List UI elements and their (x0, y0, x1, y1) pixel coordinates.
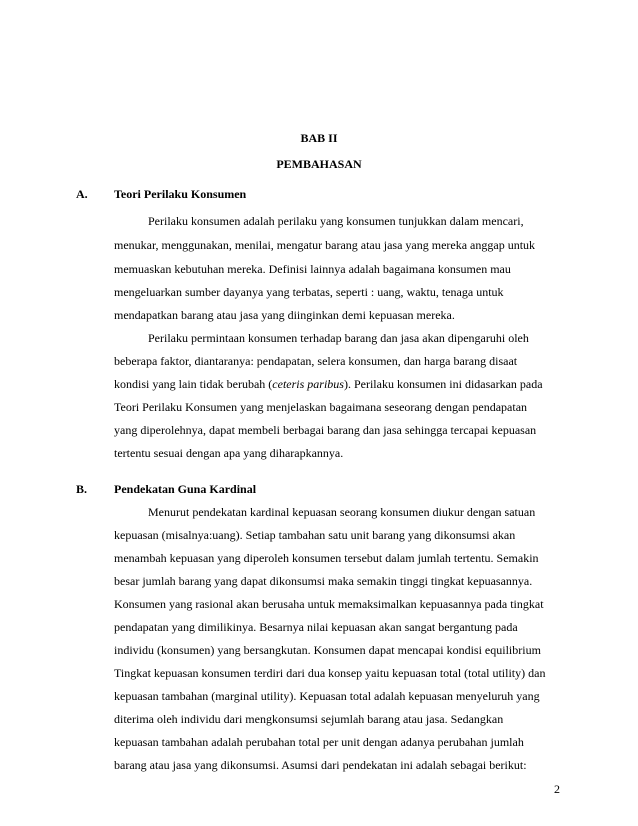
paragraph-line: kondisi yang lain tidak berubah (ceteris paribus). Perilaku konsumen ini didasarkan pada (114, 377, 543, 391)
chapter-label: BAB II (300, 131, 338, 145)
paragraph-line: beberapa faktor, diantaranya: pendapatan, selera konsumen, dan harga barang disaat (114, 354, 518, 368)
paragraph-line: diterima oleh individu dari mengkonsumsi sejumlah barang atau jasa. Sedangkan (114, 712, 504, 726)
paragraph-line: Teori Perilaku Konsumen yang menjelaskan bagaimana seseorang dengan pendapatan (114, 400, 528, 414)
paragraph-line: Menurut pendekatan kardinal kepuasan seorang konsumen diukur dengan satuan (148, 505, 536, 519)
section-b-label: B. (76, 482, 88, 496)
paragraph-line: Perilaku permintaan konsumen terhadap barang dan jasa akan dipengaruhi oleh (148, 331, 529, 345)
section-b-title: Pendekatan Guna Kardinal (114, 482, 257, 496)
chapter-heading: PEMBAHASAN (276, 157, 362, 171)
paragraph-line: Perilaku konsumen adalah perilaku yang konsumen tunjukkan dalam mencari, (148, 214, 524, 228)
paragraph-line: besar jumlah barang yang dapat dikonsumsi maka semakin tinggi tingkat kepuasannya. (114, 574, 533, 588)
paragraph-line: kepuasan (misalnya:uang). Setiap tambahan satu unit barang yang dikonsumsi akan (114, 528, 516, 542)
paragraph-line: mengeluarkan sumber dayanya yang terbatas, seperti : uang, waktu, tenaga untuk (114, 285, 504, 299)
paragraph-line: pendapatan yang dimilikinya. Besarnya nilai kepuasan akan sangat bergantung pada (114, 620, 518, 634)
page-number: 2 (554, 782, 560, 796)
paragraph-line: kepuasan tambahan adalah perubahan total per unit dengan adanya perubahan jumlah (114, 735, 524, 749)
paragraph-line: memuaskan kebutuhan mereka. Definisi lainnya adalah bagaimana konsumen mau (114, 262, 511, 276)
section-a-label: A. (76, 187, 88, 201)
paragraph-line: Konsumen yang rasional akan berusaha untuk memaksimalkan kepuasannya pada tingkat (114, 597, 544, 611)
paragraph-line: menambah kepuasan yang diperoleh konsumen tersebut dalam jumlah tertentu. Semakin (114, 551, 539, 565)
paragraph-line: mendapatkan barang atau jasa yang diinginkan demi kepuasan mereka. (114, 308, 455, 322)
paragraph-line: kepuasan tambahan (marginal utility). Kepuasan total adalah kepuasan menyeluruh yang (114, 689, 540, 703)
italic-term: ceteris paribus (272, 377, 344, 391)
paragraph-line: menukar, menggunakan, menilai, mengatur barang atau jasa yang mereka anggap untuk (114, 238, 536, 252)
paragraph-line: individu (konsumen) yang bersangkutan. Konsumen dapat mencapai kondisi equilibrium (114, 643, 541, 657)
paragraph-line: Tingkat kepuasan konsumen terdiri dari dua konsep yaitu kepuasan total (total utility) dan (114, 666, 546, 680)
paragraph-line: tertentu sesuai dengan apa yang diharapkannya. (114, 446, 344, 460)
section-a-title: Teori Perilaku Konsumen (114, 187, 247, 201)
paragraph-line: yang diperolehnya, dapat membeli berbagai barang dan jasa sehingga tercapai kepuasan (114, 423, 537, 437)
paragraph-line: barang atau jasa yang dikonsumsi. Asumsi dari pendekatan ini adalah sebagai berikut: (114, 758, 527, 772)
